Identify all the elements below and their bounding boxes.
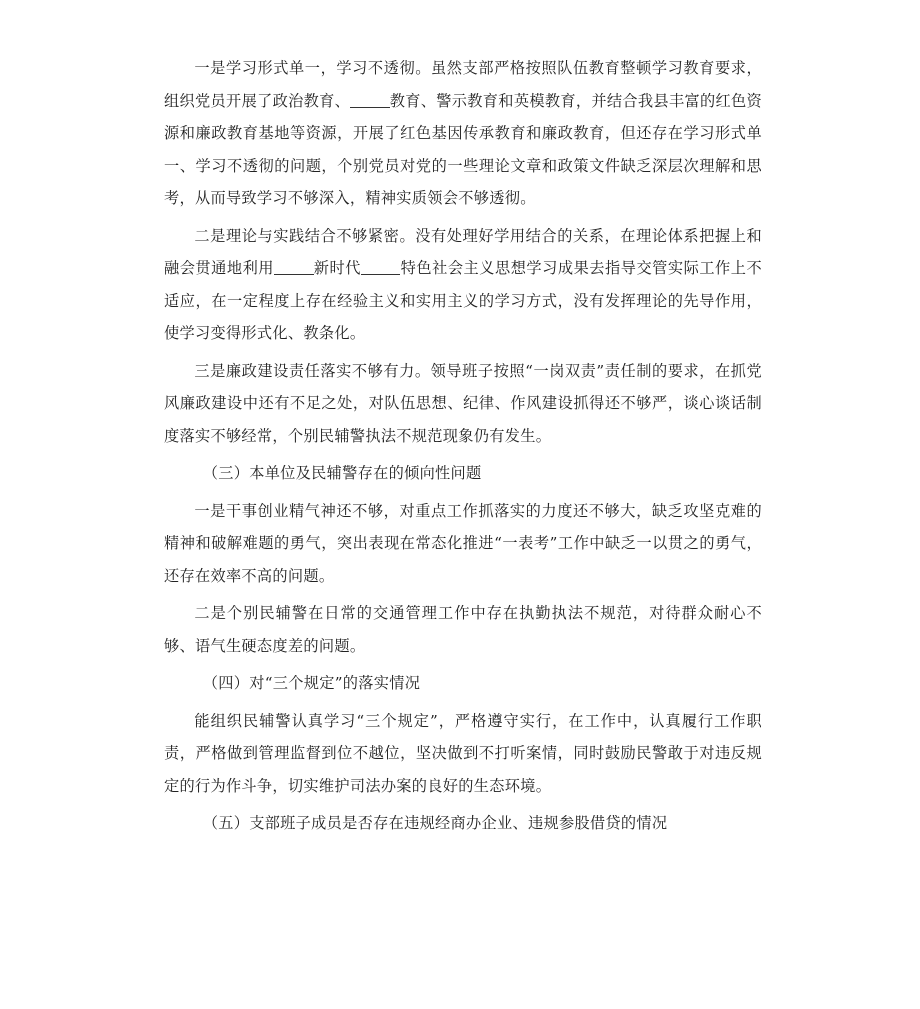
section-heading-4: （四）对“三个规定”的落实情况 (202, 674, 421, 692)
paragraph-text: 一是学习形式单一，学习不透彻。虽然支部严格按照队伍教育整顿学习教育要求，组织党员开展了政治教育、 (164, 59, 762, 110)
fill-in-blank (361, 259, 401, 275)
paragraph-study-form (164, 52, 762, 215)
paragraph-text: 教育、警示教育和英模教育，并结合我县丰富的红色资源和廉政教育基地等资源，开展了红色基因传承教育和廉政教育，但还存在学习形式单一、学习不透彻的问题，个别党员对党的一些理论文章和政策文件缺乏深层次理解和思考，从而导致学习不够深入，精神实质领会不够透彻。 (164, 91, 763, 207)
fill-in-blank (350, 91, 390, 107)
paragraph-integrity: 三是廉政建设责任落实不够有力。领导班子按照“一岗双责”责任制的要求，在抓党风廉政建设中还有不足之处，对队伍思想、纪律、作风建设抓得还不够严，谈心谈话制度落实不够经常，个别民辅警执法不规范现象仍有发生。 (164, 361, 762, 445)
fill-in-blank (274, 259, 314, 275)
section-heading-5: （五）支部班子成员是否存在违规经商办企业、违规参股借贷的情况 (202, 814, 668, 832)
paragraph-text: 二是理论与实践结合不够紧密。没有处理好学用结合的关系，在理论体系把握上和融会贯通地利用 (164, 226, 762, 277)
paragraph-three-rules: 能组织民辅警认真学习“三个规定”，严格遵守实行，在工作中，认真履行工作职责，严格做到管理监督到位不越位，坚决做到不打听案情，同时鼓励民警敢于对违反规定的行为作斗争，切实维护司法办案的良好的生态环境。 (164, 711, 762, 795)
section-heading-3: （三）本单位及民辅警存在的倾向性问题 (202, 464, 482, 482)
paragraph-spirit: 一是干事创业精气神还不够，对重点工作抓落实的力度还不够大，缺乏攻坚克难的精神和破解难题的勇气，突出表现在常态化推进“一表考”工作中缺乏一以贯之的勇气，还存在效率不高的问题。 (164, 501, 762, 585)
paragraph-theory-practice (164, 220, 762, 350)
paragraph-enforcement: 二是个别民辅警在日常的交通管理工作中存在执勤执法不规范，对待群众耐心不够、语气生硬态度差的问题。 (164, 604, 762, 655)
document-page (164, 52, 762, 845)
paragraph-text: 特色社会主义思想学习成果去指导交管实际工作上不适应，在一定程度上存在经验主义和实用主义的学习方式，没有发挥理论的先导作用，使学习变得形式化、教条化。 (164, 259, 762, 342)
paragraph-text: 新时代 (313, 259, 361, 277)
